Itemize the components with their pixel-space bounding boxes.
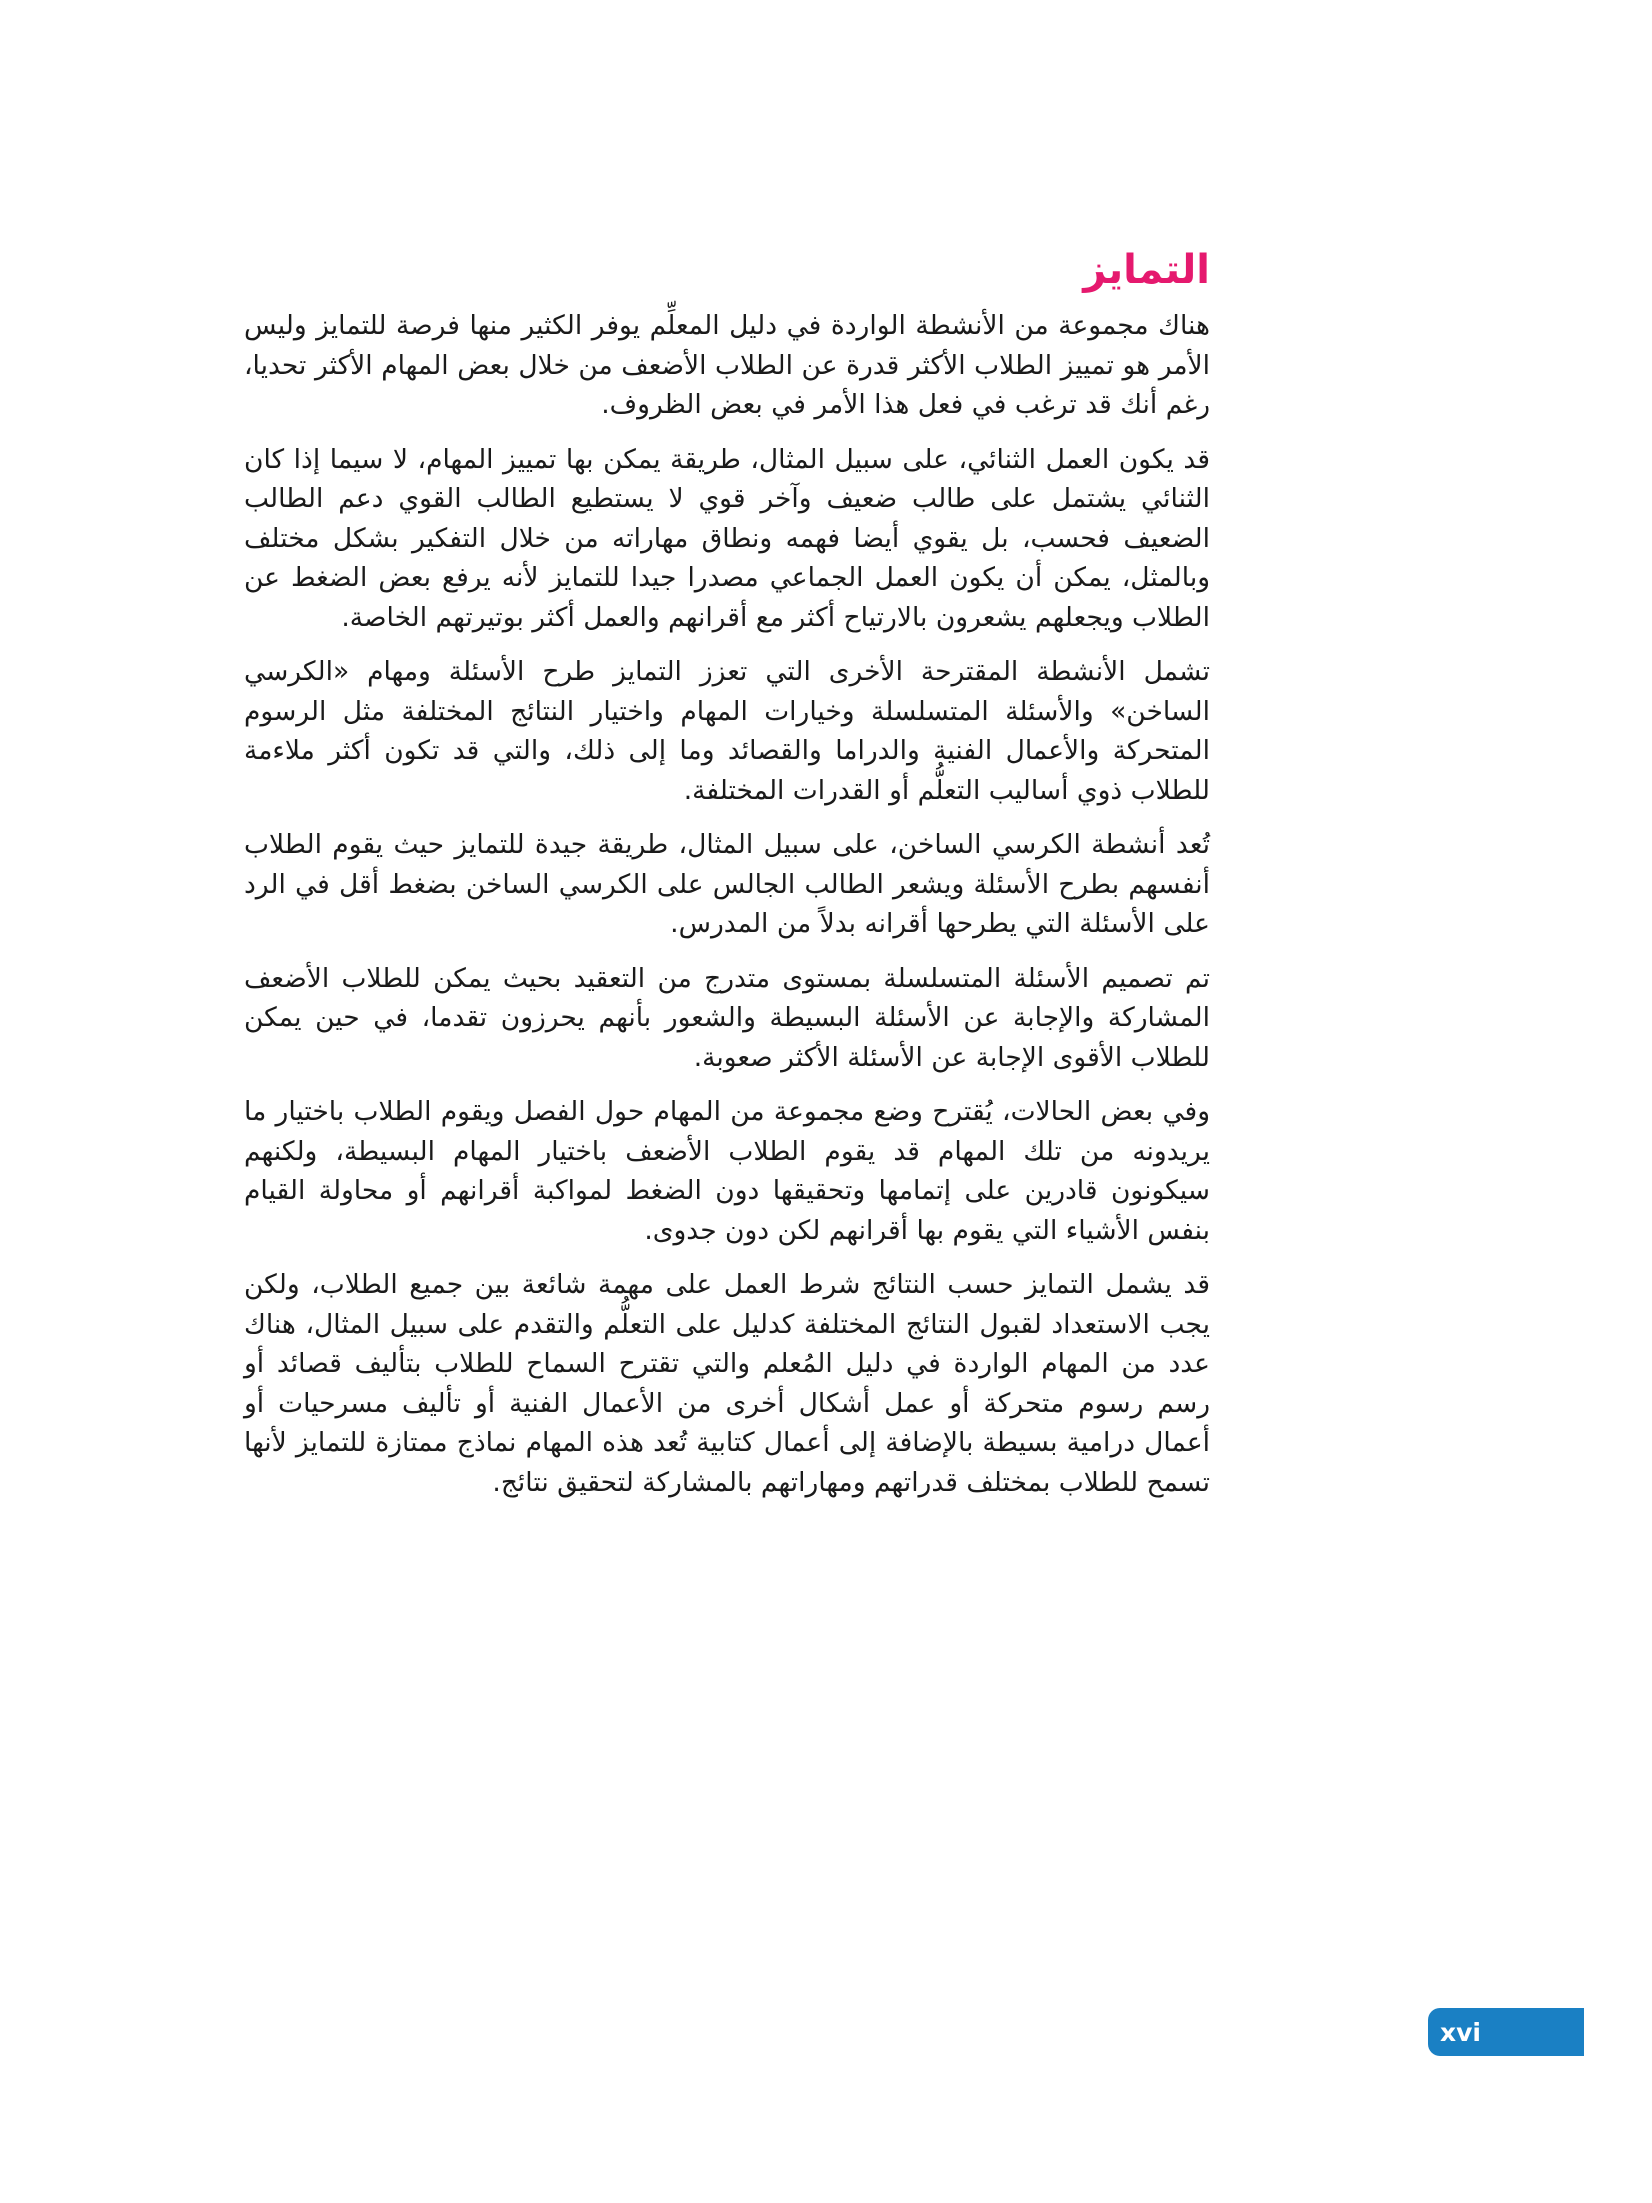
paragraph: قد يشمل التمايز حسب النتائج شرط العمل على مهمة شائعة بين جميع الطلاب، ولكن يجب الاستعداد لقبول النتائج المختلفة كدليل على التعلُّم والتقدم على سبيل المثال، هناك عدد من المهام الواردة في دليل المُعلم والتي تقترح السماح للطلاب بتأليف قصائد أو رسم رسوم متحركة أو عمل أشكال أخرى من الأعمال الفنية أو تأليف مسرحيات أو أعمال درامية بسيطة بالإضافة إلى أعمال كتابية تُعد هذه المهام نماذج ممتازة للتمايز لأنها تسمح للطلاب بمختلف قدراتهم ومهاراتهم بالمشاركة لتحقيق نتائج. — [244, 1269, 1210, 1498]
main-content — [244, 240, 1210, 1517]
paragraph: قد يكون العمل الثنائي، على سبيل المثال، طريقة يمكن بها تمييز المهام، لا سيما إذا كان الثنائي يشتمل على طالب ضعيف وآخر قوي لا يستطيع الطالب القوي دعم الطالب الضعيف فحسب، بل يقوي أيضا فهمه ونطاق مهاراته من خلال التفكير بشكل مختلف وبالمثل، يمكن أن يكون العمل الجماعي مصدرا جيدا للتمايز لأنه يرفع بعض الضغط عن الطلاب ويجعلهم يشعرون بالارتياح أكثر مع أقرانهم والعمل أكثر بوتيرتهم الخاصة. — [244, 443, 1210, 633]
paragraph: هناك مجموعة من الأنشطة الواردة في دليل المعلِّم يوفر الكثير منها فرصة للتمايز وليس الأمر هو تمييز الطلاب الأكثر قدرة عن الطلاب الأضعف من خلال بعض المهام الأكثر تحديا، رغم أنك قد ترغب في فعل هذا الأمر في بعض الظروف. — [244, 310, 1210, 420]
page-number-badge — [1428, 2008, 1584, 2056]
section-heading: التمايز — [1083, 247, 1210, 293]
paragraph: وفي بعض الحالات، يُقترح وضع مجموعة من المهام حول الفصل ويقوم الطلاب باختيار ما يريدونه من تلك المهام قد يقوم الطلاب الأضعف باختيار المهام البسيطة، ولكنهم سيكونون قادرين على إتمامها وتحقيقها دون الضغط لمواكبة أقرانهم أو محاولة القيام بنفس الأشياء التي يقوم بها أقرانهم لكن دون جدوى. — [244, 1096, 1210, 1246]
paragraph: تم تصميم الأسئلة المتسلسلة بمستوى متدرج من التعقيد بحيث يمكن للطلاب الأضعف المشاركة والإجابة عن الأسئلة البسيطة والشعور بأنهم يحرزون تقدما، في حين يمكن للطلاب الأقوى الإجابة عن الأسئلة الأكثر صعوبة. — [244, 962, 1210, 1073]
paragraph: تشمل الأنشطة المقترحة الأخرى التي تعزز التمايز طرح الأسئلة ومهام «الكرسي الساخن» والأسئلة المتسلسلة وخيارات المهام واختيار النتائج المختلفة مثل الرسوم المتحركة والأعمال الفنية والدراما والقصائد وما إلى ذلك، والتي قد تكون أكثر ملاءمة للطلاب ذوي أساليب التعلُّم أو القدرات المختلفة. — [244, 656, 1210, 806]
paragraph: تُعد أنشطة الكرسي الساخن، على سبيل المثال، طريقة جيدة للتمايز حيث يقوم الطلاب أنفسهم بطرح الأسئلة ويشعر الطالب الجالس على الكرسي الساخن بضغط أقل في الرد على الأسئلة التي يطرحها أقرانه بدلاً من المدرس. — [244, 829, 1210, 939]
page-number: xvi — [1440, 2017, 1481, 2047]
